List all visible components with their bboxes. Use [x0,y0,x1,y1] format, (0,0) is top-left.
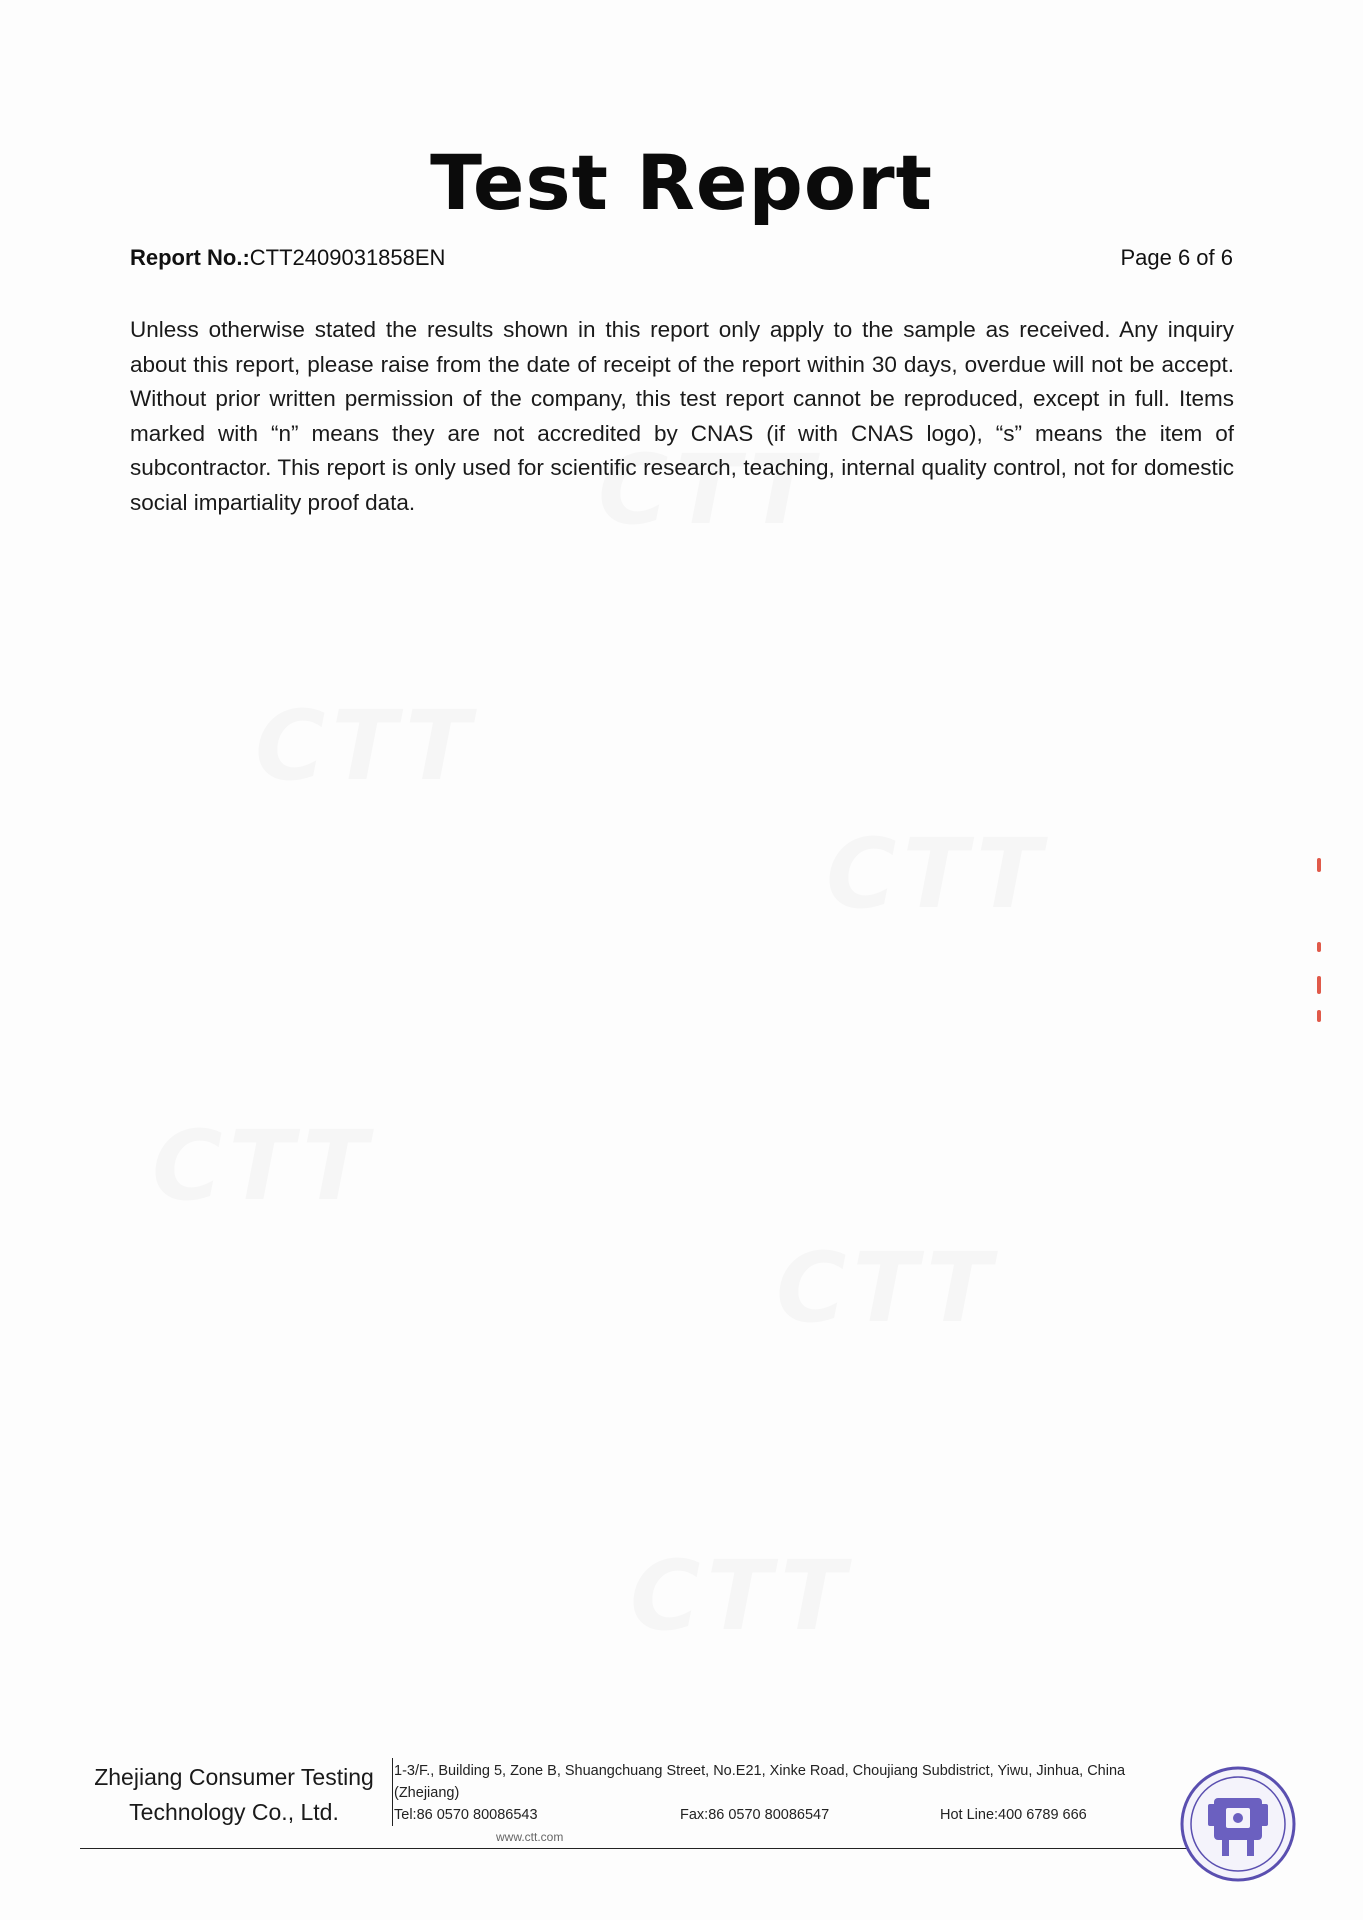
report-number [130,245,445,271]
edge-stamp-mark [1317,858,1321,872]
company-name-line2: Technology Co., Ltd. [129,1799,339,1825]
page-number: Page 6 of 6 [1120,245,1233,270]
footer-hotline: Hot Line:400 6789 666 [940,1807,1087,1823]
footer-address: 1-3/F., Building 5, Zone B, Shuangchuang Street, No.E21, Xinke Road, Choujiang Subdistrict, Yiwu, Jinhua, China (Zhejiang) [394,1763,1126,1801]
watermark [776,1232,998,1344]
report-number-value: CTT2409031858EN [249,245,446,270]
footer-company-name [78,1760,390,1830]
footer-fax: Fax:86 0570 80086547 [680,1807,830,1823]
watermark [255,690,477,802]
footer-rule [80,1848,1290,1849]
watermark [630,1540,852,1652]
footer-tel: Tel:86 0570 80086543 [394,1807,538,1823]
document-title: Test Report [430,138,933,227]
edge-stamp-mark [1317,1010,1321,1022]
edge-stamp-mark [1317,942,1321,952]
company-seal-icon [1178,1764,1298,1884]
watermark [826,818,1048,930]
footer-divider [392,1758,393,1826]
watermark [152,1110,374,1222]
footer-website: www.ctt.com [496,1830,564,1844]
company-name-line1: Zhejiang Consumer Testing [94,1764,374,1790]
edge-stamp-mark [1317,976,1321,994]
report-number-label: Report No.: [130,245,250,270]
disclaimer-paragraph: Unless otherwise stated the results shown in this report only apply to the sample as received. Any inquiry about this report, please raise from the date of receipt of the report within 30 days, overdue will not be accept. Without prior written permission of the company, this test report cannot be reproduced, except in full. Items marked with “n” means they are not accredited by CNAS (if with CNAS logo), “s” means the item of subcontractor. This report is only used for scientific research, teaching, internal quality control, not for domestic social impartiality proof data. [130,317,1234,515]
